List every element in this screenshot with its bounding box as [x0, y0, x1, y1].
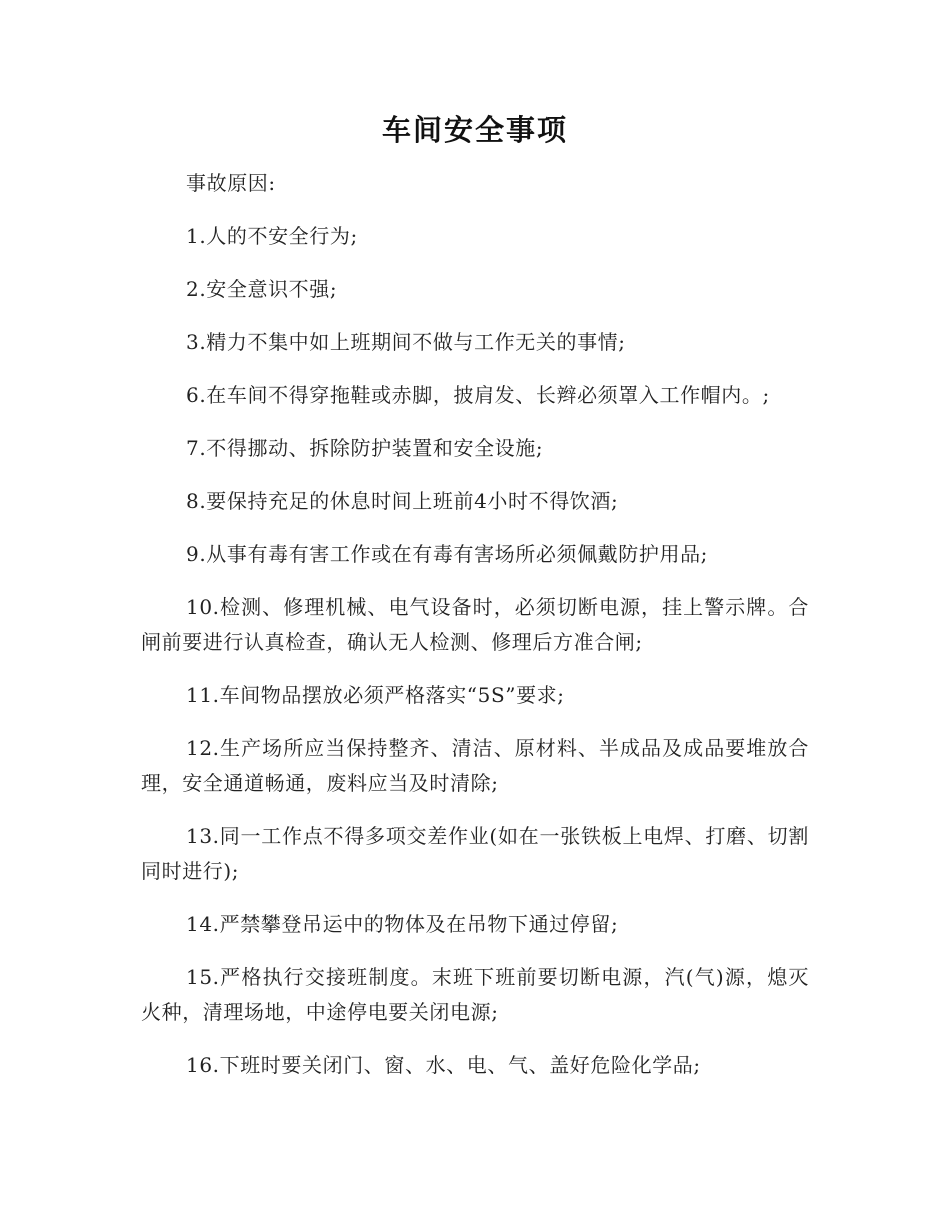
paragraph-item-11: 11.车间物品摆放必须严格落实“5S”要求; [186, 683, 565, 707]
paragraph-item-2: 2.安全意识不强; [186, 277, 338, 301]
document-body [141, 166, 809, 1101]
paragraph-item-1: 1.人的不安全行为; [186, 224, 358, 248]
paragraph-item-8: 8.要保持充足的休息时间上班前4小时不得饮酒; [186, 489, 619, 513]
paragraph-item-7: 7.不得挪动、拆除防护装置和安全设施; [186, 436, 544, 460]
paragraph-item-15: 15.严格执行交接班制度。末班下班前要切断电源，汽(气)源，熄灭火种，清理场地，中途停电要关闭电源; [141, 965, 809, 1024]
paragraph-item-9: 9.从事有毒有害工作或在有毒有害场所必须佩戴防护用品; [186, 542, 709, 566]
paragraph-item-6: 6.在车间不得穿拖鞋或赤脚，披肩发、长辫必须罩入工作帽内。; [186, 383, 770, 407]
paragraph-item-3: 3.精力不集中如上班期间不做与工作无关的事情; [186, 330, 626, 354]
paragraph-item-12: 12.生产场所应当保持整齐、清洁、原材料、半成品及成品要堆放合理，安全通道畅通，废料应当及时清除; [141, 736, 809, 795]
paragraph-cause-heading: 事故原因: [186, 171, 276, 195]
document-title: 车间安全事项 [381, 113, 568, 147]
paragraph-item-10: 10.检测、修理机械、电气设备时，必须切断电源，挂上警示牌。合闸前要进行认真检查，确认无人检测、修理后方准合闸; [141, 595, 809, 654]
paragraph-item-13: 13.同一工作点不得多项交差作业(如在一张铁板上电焊、打磨、切割同时进行); [141, 824, 809, 883]
paragraph-item-14: 14.严禁攀登吊运中的物体及在吊物下通过停留; [186, 912, 619, 936]
paragraph-item-16: 16.下班时要关闭门、窗、水、电、气、盖好危险化学品; [186, 1053, 701, 1077]
